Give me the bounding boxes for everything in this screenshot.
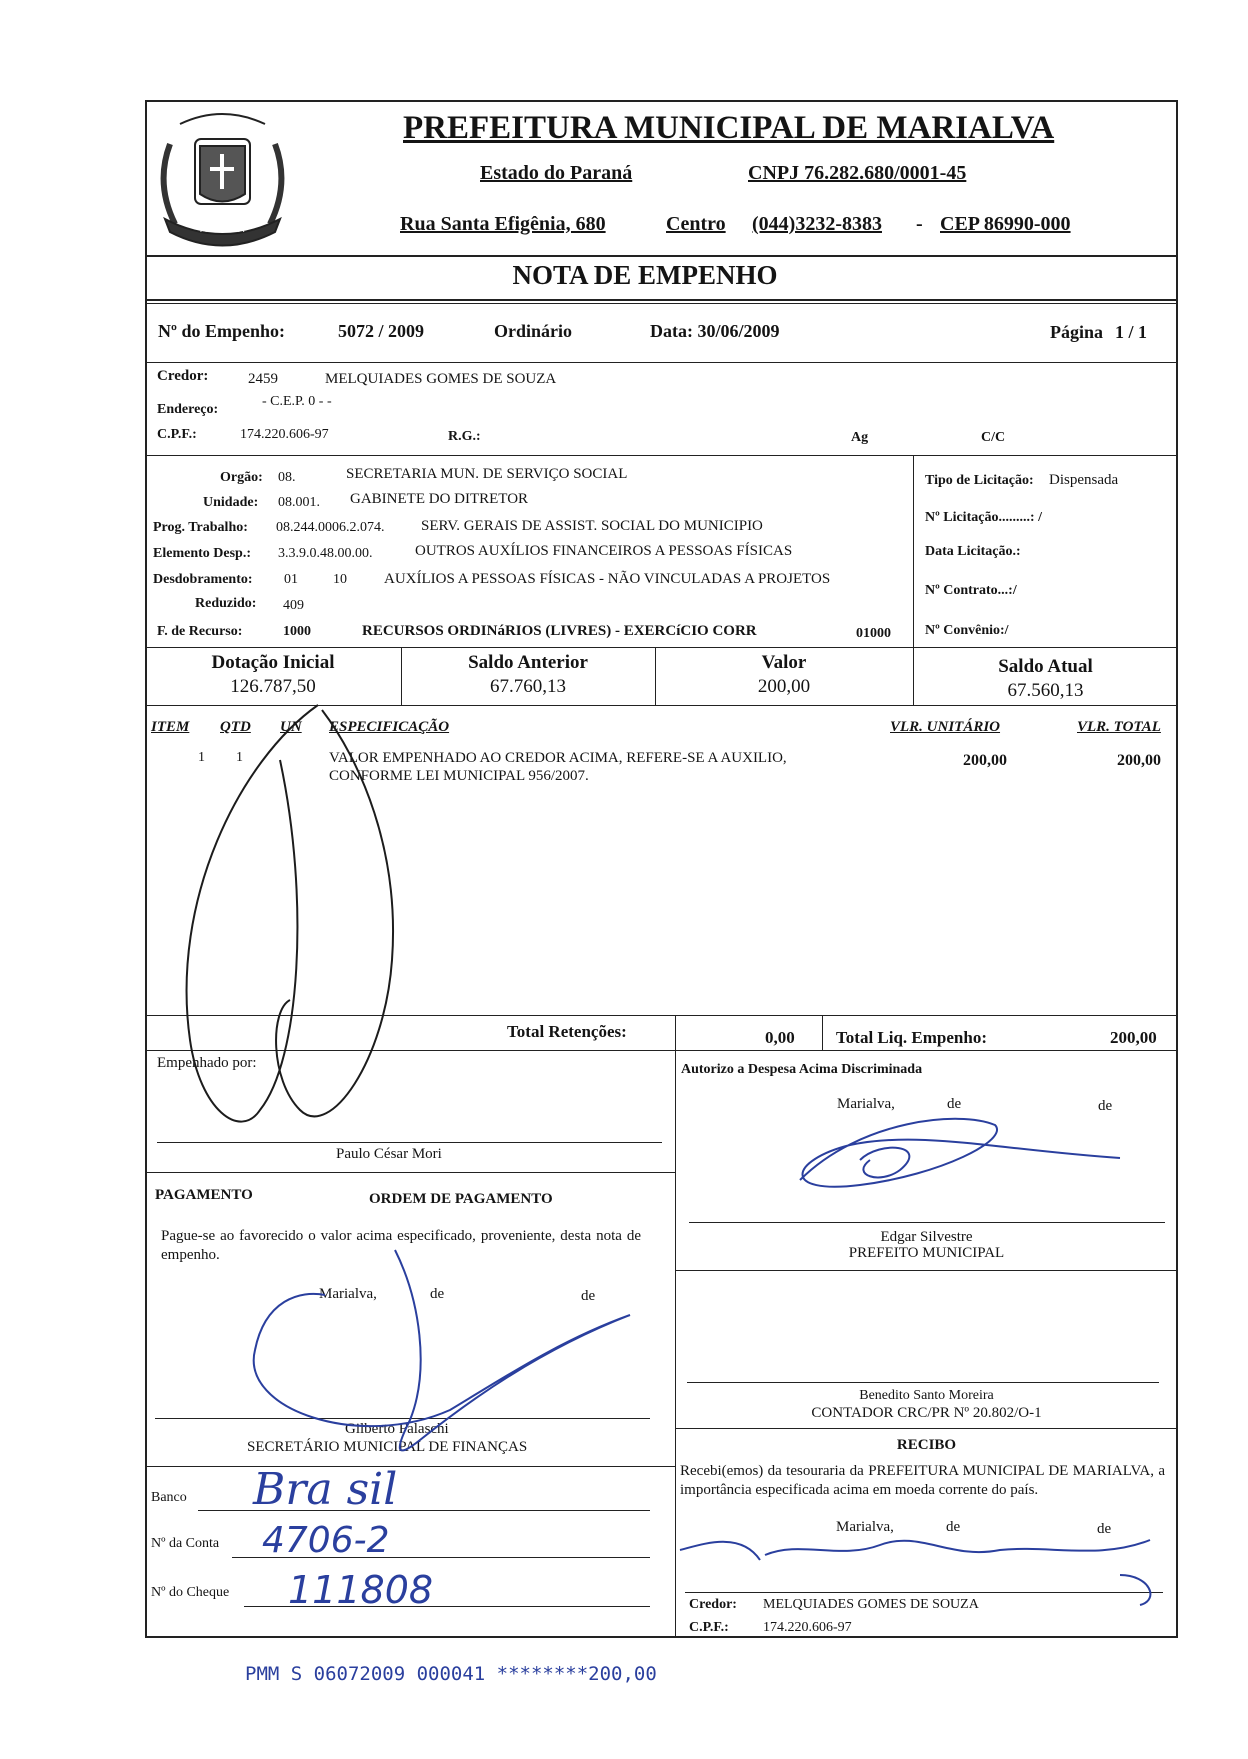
recibo-credor-label: Credor: (689, 1597, 737, 1612)
recurso-num: 01000 (856, 626, 891, 641)
banco-label: Banco (151, 1490, 187, 1505)
cnpj: CNPJ 76.282.680/0001-45 (748, 162, 967, 184)
autorizo-label: Autorizo a Despesa Acima Discriminada (681, 1062, 923, 1077)
empenho-number: 5072 / 2009 (338, 321, 425, 341)
licitacao-data: Data Licitação.: (925, 544, 1021, 559)
municipality-title: PREFEITURA MUNICIPAL DE MARIALVA (403, 110, 1055, 146)
phone: (044)3232-8383 (752, 213, 882, 235)
pagamento-city: Marialva, (319, 1286, 377, 1302)
credor-label: Credor: (157, 368, 209, 384)
valor: 200,00 (757, 676, 811, 697)
cheque-handwritten: 111808 (288, 1568, 434, 1612)
contador-name: Benedito Santo Moreira (859, 1388, 994, 1403)
doc-title: NOTA DE EMPENHO (512, 260, 778, 290)
conta-handwritten: 4706-2 (262, 1520, 390, 1561)
cheque-label: Nº do Cheque (151, 1585, 230, 1600)
pagamento-de1: de (430, 1286, 445, 1302)
page-label: Página (1050, 322, 1104, 342)
retencoes-label: Total Retenções: (507, 1022, 627, 1041)
coat-of-arms-icon (150, 104, 295, 254)
orgao-name: SECRETARIA MUN. DE SERVIÇO SOCIAL (346, 466, 628, 482)
contrato: Nº Contrato...:/ (925, 583, 1017, 598)
recibo-cpf: 174.220.606-97 (763, 1620, 852, 1635)
recibo-credor: MELQUIADES GOMES DE SOUZA (763, 1597, 979, 1612)
desdob-a: 01 (284, 572, 298, 587)
pagamento-text: Pague-se ao favorecido o valor acima especificado, proveniente, desta nota de empenho. (161, 1228, 641, 1263)
desdob-b: 10 (333, 572, 347, 587)
autorizo-de1: de (947, 1096, 962, 1112)
ordem-label: ORDEM DE PAGAMENTO (369, 1191, 553, 1207)
row-total-value: 200,00 (1117, 752, 1161, 769)
cc-label: C/C (981, 430, 1006, 445)
col-qtd: QTD (220, 719, 251, 735)
recibo-text: Recebi(emos) da tesouraria da PREFEITURA MUNICIPAL DE MARIALVA, a importância especificada acima em moeda corrente do país. (680, 1463, 1165, 1498)
contador-role: CONTADOR CRC/PR Nº 20.802/O-1 (811, 1405, 1042, 1421)
street: Rua Santa Efigênia, 680 (400, 213, 606, 235)
state-name: Estado do Paraná (480, 162, 633, 184)
empenhado-name: Paulo César Mori (336, 1146, 442, 1162)
row-unit-value: 200,00 (963, 752, 1007, 769)
saldo-atual-label: Saldo Atual (998, 656, 1093, 677)
prog-label: Prog. Trabalho: (153, 520, 248, 535)
unidade-label: Unidade: (203, 495, 259, 510)
prefeito-name: Edgar Silvestre (880, 1229, 973, 1245)
ag-label: Ag (851, 430, 869, 445)
desdob-label: Desdobramento: (153, 572, 253, 587)
address: - C.E.P. 0 - - (262, 394, 332, 409)
banco-handwritten: Bra sil (253, 1464, 398, 1515)
autorizo-city: Marialva, (837, 1096, 895, 1112)
col-item: ITEM (151, 719, 190, 735)
orgao-code: 08. (278, 470, 296, 485)
dotacao-inicial-label: Dotação Inicial (211, 652, 335, 673)
district: Centro (666, 213, 726, 235)
row-desc-line1: VALOR EMPENHADO AO CREDOR ACIMA, REFERE-SE A AUXILIO, (329, 750, 787, 766)
row-item: 1 (198, 750, 205, 765)
empenho-number-label: Nº do Empenho: (158, 321, 285, 341)
recurso-label: F. de Recurso: (157, 624, 243, 639)
col-especificacao: ESPECIFICAÇÃO (329, 719, 450, 735)
liq-value: 200,00 (1110, 1028, 1157, 1047)
recurso-name: RECURSOS ORDINáRIOS (LIVRES) - EXERCíCIO CORR (362, 623, 757, 639)
col-un: UN (280, 719, 302, 735)
licitacao-tipo: Dispensada (1049, 472, 1119, 488)
licitacao-numero: Nº Licitação.........: / (925, 510, 1042, 525)
recibo-cpf-label: C.P.F.: (689, 1620, 729, 1635)
empenhado-label: Empenhado por: (157, 1055, 257, 1071)
valor-label: Valor (761, 652, 807, 673)
empenho-type: Ordinário (494, 321, 573, 341)
separator: - (916, 213, 923, 235)
recibo-city: Marialva, (836, 1519, 894, 1535)
recibo-de1: de (946, 1519, 961, 1535)
reduzido-label: Reduzido: (195, 596, 257, 611)
col-vlr-unitario: VLR. UNITÁRIO (890, 719, 1001, 735)
credor-name: MELQUIADES GOMES DE SOUZA (325, 371, 557, 387)
convenio: Nº Convênio:/ (925, 623, 1009, 638)
machine-stamp: PMM S 06072009 000041 ********200,00 (245, 1663, 657, 1685)
reduzido: 409 (283, 598, 304, 613)
pagamento-label: PAGAMENTO (155, 1187, 253, 1203)
elemento-label: Elemento Desp.: (153, 546, 251, 561)
cep: CEP 86990-000 (940, 213, 1071, 235)
cpf: 174.220.606-97 (240, 427, 329, 442)
address-label: Endereço: (157, 402, 219, 417)
empenho-date: Data: 30/06/2009 (650, 321, 780, 341)
secretario-name: Gilberto Falaschi (345, 1421, 449, 1437)
page-number: 1 / 1 (1115, 322, 1148, 342)
unidade-code: 08.001. (278, 495, 320, 510)
pagamento-de2: de (581, 1288, 596, 1304)
cpf-label: C.P.F.: (157, 427, 197, 442)
prog-code: 08.244.0006.2.074. (276, 520, 385, 535)
desdob-name: AUXÍLIOS A PESSOAS FÍSICAS - NÃO VINCULADAS A PROJETOS (384, 571, 831, 587)
elemento-name: OUTROS AUXÍLIOS FINANCEIROS A PESSOAS FÍSICAS (415, 543, 793, 559)
unidade-name: GABINETE DO DITRETOR (350, 491, 529, 507)
prog-name: SERV. GERAIS DE ASSIST. SOCIAL DO MUNICIPIO (421, 518, 763, 534)
recibo-label: RECIBO (896, 1437, 957, 1453)
autorizo-de2: de (1098, 1098, 1113, 1114)
prefeito-role: PREFEITO MUNICIPAL (848, 1245, 1005, 1261)
col-vlr-total: VLR. TOTAL (1077, 719, 1161, 735)
secretario-role: SECRETÁRIO MUNICIPAL DE FINANÇAS (247, 1439, 528, 1455)
elemento-code: 3.3.9.0.48.00.00. (278, 546, 373, 561)
row-desc-line2: CONFORME LEI MUNICIPAL 956/2007. (329, 768, 589, 784)
recibo-de2: de (1097, 1521, 1112, 1537)
orgao-label: Orgão: (220, 470, 263, 485)
dotacao-inicial: 126.787,50 (230, 676, 316, 697)
saldo-atual: 67.560,13 (1007, 680, 1084, 701)
credor-code: 2459 (248, 371, 278, 387)
liq-label: Total Liq. Empenho: (836, 1028, 987, 1047)
licitacao-tipo-label: Tipo de Licitação: (925, 473, 1034, 488)
saldo-anterior-label: Saldo Anterior (468, 652, 588, 673)
retencoes-value: 0,00 (765, 1028, 795, 1047)
saldo-anterior: 67.760,13 (490, 676, 566, 697)
svg-text:MARIALVA: MARIALVA (199, 225, 245, 235)
rg-label: R.G.: (448, 429, 481, 444)
recurso-code: 1000 (283, 624, 311, 639)
conta-label: Nº da Conta (151, 1536, 220, 1551)
row-qtd: 1 (236, 750, 243, 765)
